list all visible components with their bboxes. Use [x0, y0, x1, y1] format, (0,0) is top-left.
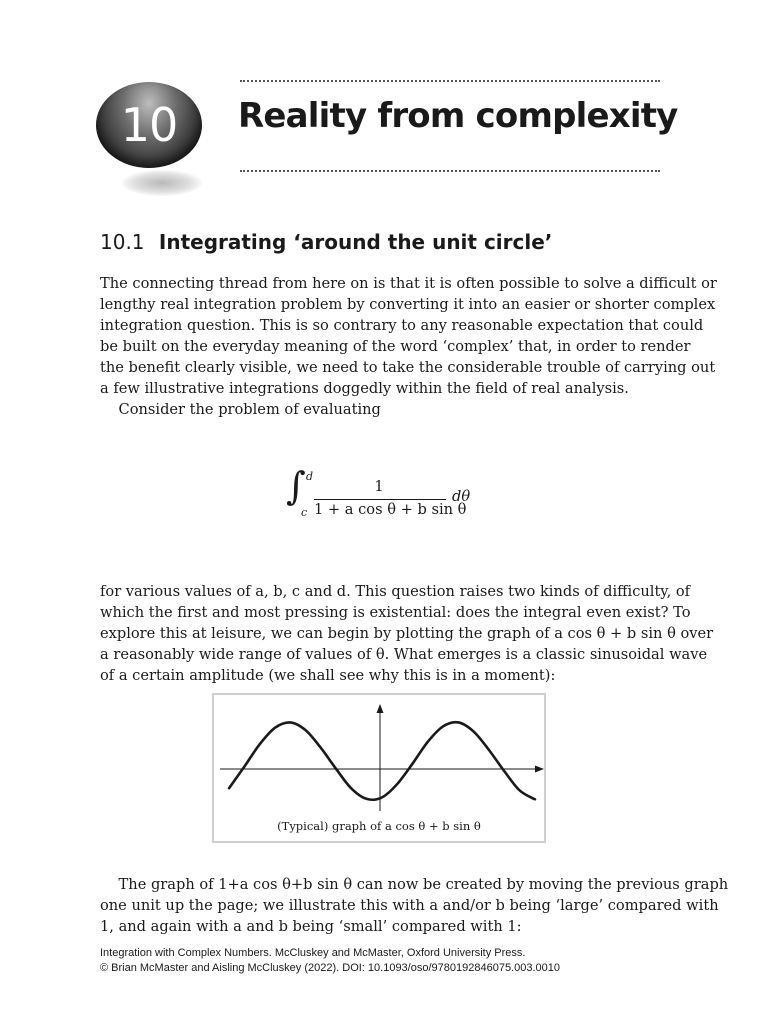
paragraph-intro	[100, 273, 717, 420]
fraction-denominator: 1 + a cos θ + b sin θ	[314, 501, 467, 518]
text-line: lengthy real integration problem by converting it into an easier or shorter complex	[100, 296, 716, 313]
series-line	[229, 722, 535, 800]
y-axis-arrow-icon	[377, 704, 384, 713]
sinusoid-chart	[214, 695, 544, 815]
text-line: the benefit clearly visible, we need to take the considerable trouble of carrying out	[100, 359, 716, 376]
paragraph-shift	[100, 874, 729, 937]
fraction-numerator: 1	[374, 478, 384, 495]
integral-formula	[282, 464, 502, 530]
x-axis-arrow-icon	[535, 766, 544, 773]
text-line: 1, and again with a and b being ‘small’ compared with 1:	[100, 918, 522, 935]
lower-limit: c	[301, 506, 308, 519]
differential: dθ	[452, 488, 471, 505]
text-line: The graph of 1+a cos θ+b sin θ can now be created by moving the previous graph	[100, 876, 729, 893]
text-line: for various values of a, b, c and d. This question raises two kinds of difficulty, of	[100, 583, 691, 600]
fraction-bar	[314, 499, 446, 500]
chapter-title: Reality from complexity	[238, 96, 678, 136]
chapter-badge	[96, 82, 204, 172]
footer-line: © Brian McMaster and Aisling McCluskey (2022). DOI: 10.1093/oso/9780192846075.003.0010	[100, 962, 560, 974]
chapter-badge-shadow	[122, 170, 202, 196]
series-layer	[229, 722, 535, 800]
footer-line: Integration with Complex Numbers. McCluskey and McMaster, Oxford University Press.	[100, 947, 526, 959]
figure-caption: (Typical) graph of a cos θ + b sin θ	[277, 819, 481, 833]
section-heading	[100, 230, 552, 254]
text-line: one unit up the page; we illustrate this with a and/or b being ‘large’ compared with	[100, 897, 719, 914]
section-number: 10.1	[100, 230, 145, 254]
header-divider-top	[240, 80, 660, 82]
text-line: The connecting thread from here on is that it is often possible to solve a difficult or	[100, 275, 717, 292]
header-divider-bottom	[240, 170, 660, 172]
text-line: Consider the problem of evaluating	[100, 401, 381, 418]
text-line: explore this at leisure, we can begin by plotting the graph of a cos θ + b sin θ over	[100, 625, 714, 642]
text-line: integration question. This is so contrary to any reasonable expectation that could	[100, 317, 704, 334]
upper-limit: d	[306, 470, 314, 483]
section-title: Integrating ‘around the unit circle’	[158, 230, 553, 254]
text-line: a few illustrative integrations doggedly within the field of real analysis.	[100, 380, 629, 397]
text-line: a reasonably wide range of values of θ. What emerges is a classic sinusoidal wave	[100, 646, 708, 663]
text-line: of a certain amplitude (we shall see why this is in a moment):	[100, 667, 556, 684]
text-line: which the first and most pressing is existential: does the integral even exist? To	[100, 604, 691, 621]
text-line: be built on the everyday meaning of the word ‘complex’ that, in order to render	[100, 338, 691, 355]
sinusoid-figure	[212, 693, 546, 843]
integral-sign: ∫	[286, 464, 306, 508]
paragraph-existence	[100, 581, 714, 686]
page-footer	[100, 946, 680, 976]
chapter-number: 10	[120, 98, 178, 152]
